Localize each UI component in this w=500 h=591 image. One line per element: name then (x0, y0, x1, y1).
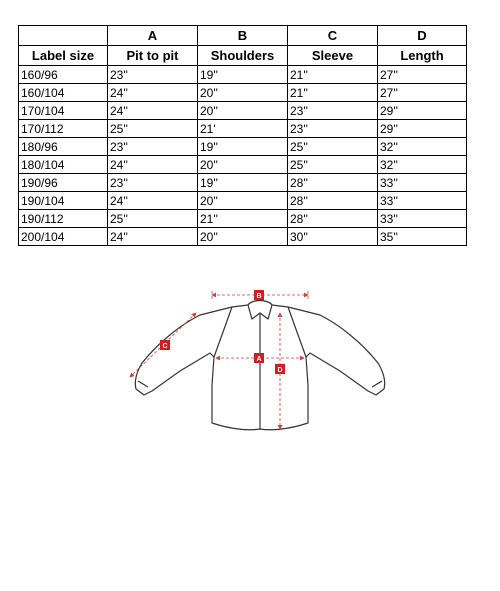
label-size-cell: 160/104 (19, 84, 108, 102)
badge-c-text: C (162, 343, 168, 350)
measurement-cell: 19'' (198, 138, 288, 156)
measurement-cell: 21'' (288, 84, 378, 102)
table-row (19, 66, 467, 84)
label-size-cell: 190/112 (19, 210, 108, 228)
label-size-cell: 190/104 (19, 192, 108, 210)
badge-d (275, 364, 285, 374)
measurement-cell: 20'' (198, 192, 288, 210)
letter-row (19, 26, 467, 46)
header-cell: Shoulders (198, 46, 288, 66)
measurement-cell: 24'' (108, 156, 198, 174)
table-row (19, 174, 467, 192)
badge-c (160, 340, 170, 350)
size-chart-table (18, 25, 467, 246)
measurement-cell: 21'' (198, 210, 288, 228)
table-row (19, 138, 467, 156)
label-size-cell: 200/104 (19, 228, 108, 246)
badge-a (254, 353, 264, 363)
label-size-cell: 180/104 (19, 156, 108, 174)
badge-b-text: B (256, 293, 262, 300)
shirt-outline-icon (135, 301, 385, 430)
measurement-cell: 24'' (108, 192, 198, 210)
measurement-cell: 25'' (108, 120, 198, 138)
table-row (19, 102, 467, 120)
label-size-cell: 190/96 (19, 174, 108, 192)
label-size-cell: 160/96 (19, 66, 108, 84)
measurement-cell: 25'' (288, 156, 378, 174)
measurement-cell: 33'' (378, 210, 467, 228)
measurement-cell: 24'' (108, 102, 198, 120)
header-row (19, 46, 467, 66)
measurement-cell: 19'' (198, 66, 288, 84)
label-size-cell: 170/104 (19, 102, 108, 120)
table-row (19, 210, 467, 228)
measurement-cell: 33'' (378, 174, 467, 192)
measurement-cell: 29'' (378, 120, 467, 138)
label-size-cell: 170/112 (19, 120, 108, 138)
measurement-cell: 30'' (288, 228, 378, 246)
measurement-cell: 25'' (288, 138, 378, 156)
letter-cell: B (198, 26, 288, 46)
measurement-cell: 33'' (378, 192, 467, 210)
label-size-cell: 180/96 (19, 138, 108, 156)
measurement-cell: 32'' (378, 156, 467, 174)
measurement-cell: 23'' (288, 120, 378, 138)
badge-b (254, 290, 264, 300)
measurement-cell: 28'' (288, 210, 378, 228)
measurement-cell: 23'' (288, 102, 378, 120)
badge-d-text: D (277, 367, 283, 374)
header-cell: Sleeve (288, 46, 378, 66)
table-body (19, 66, 467, 246)
measurement-cell: 20'' (198, 102, 288, 120)
measurement-cell: 19'' (198, 174, 288, 192)
measurement-arrows (130, 291, 308, 429)
measurement-cell: 29'' (378, 102, 467, 120)
measurement-cell: 24'' (108, 84, 198, 102)
measurement-cell: 20'' (198, 228, 288, 246)
table-row (19, 192, 467, 210)
measurement-cell: 20'' (198, 156, 288, 174)
header-cell: Pit to pit (108, 46, 198, 66)
measurement-cell: 32'' (378, 138, 467, 156)
letter-cell: C (288, 26, 378, 46)
measurement-cell: 23'' (108, 138, 198, 156)
letter-cell: D (378, 26, 467, 46)
letter-cell: A (108, 26, 198, 46)
table-row (19, 228, 467, 246)
header-cell: Length (378, 46, 467, 66)
measurement-cell: 25'' (108, 210, 198, 228)
table-row (19, 84, 467, 102)
measurement-cell: 24'' (108, 228, 198, 246)
measurement-cell: 28'' (288, 174, 378, 192)
measurement-cell: 21' (198, 120, 288, 138)
measurement-cell: 21'' (288, 66, 378, 84)
shirt-diagram (120, 283, 400, 443)
badge-a-text: A (256, 356, 262, 363)
measurement-cell: 35'' (378, 228, 467, 246)
measurement-cell: 23'' (108, 174, 198, 192)
table-row (19, 120, 467, 138)
letter-cell (19, 26, 108, 46)
measurement-cell: 27'' (378, 66, 467, 84)
measurement-cell: 23'' (108, 66, 198, 84)
header-cell: Label size (19, 46, 108, 66)
measurement-cell: 28'' (288, 192, 378, 210)
measurement-cell: 27'' (378, 84, 467, 102)
table-row (19, 156, 467, 174)
measurement-cell: 20'' (198, 84, 288, 102)
